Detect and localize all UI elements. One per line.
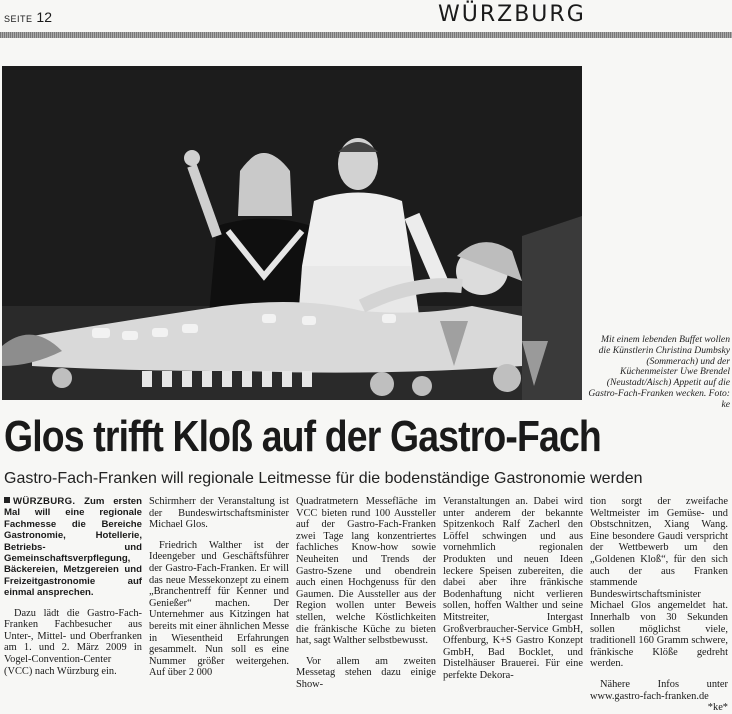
article-headline: Glos trifft Kloß auf der Gastro-Fach — [4, 412, 601, 461]
bullet-square-icon — [4, 497, 10, 503]
article-subhead: Gastro-Fach-Franken will regionale Leitmesse für die bodenständige Gastronomie werden — [4, 470, 643, 487]
paragraph: Vor allem am zweiten Messetag stehen dazu einige Show- — [296, 655, 436, 690]
article-column-3 — [296, 496, 436, 691]
byline: *ke* — [707, 702, 728, 714]
paragraph: Veranstaltungen an. Dabei wird unter anderem der bekannte Spitzenkoch Ralf Zacherl den Löffel schwingen und aus vornehmlich regionalen Produkten und neuen Ideen leckere Speisen zubereiten, die dabei aber ihre fränkische Bodenhaftung nicht verlieren sollen, hoffen Walther und seine Mitstreiter, Intergast Großverbraucher-Service GmbH, Offenburg, K+S Gastro Konzept GmbH, Bad Bocklet, und Distelhäuser Brauerei. Für eine perfekte Dekora- — [443, 496, 583, 681]
paragraph: Quadratmetern Messefläche im VCC bieten rund 100 Aussteller auf der Gastro-Fach-Franken zwei Tage lang konzentriertes fachliches Know-how sowie Neuheiten und Trends der Gastro-Szene und obendrein auch einen Hochgenuss für den Gaumen. Die Aussteller aus der Region wollen unter Beweis stellen, welche Köstlichkeiten die fränkische Küche zu bieten hat, sagt Walther selbstbewusst. — [296, 496, 436, 647]
dateline: WÜRZBURG. — [13, 496, 76, 507]
paragraph: Schirmherr der Veranstaltung ist der Bundeswirtschaftsminister Michael Glos. — [149, 496, 289, 531]
page-header — [0, 0, 732, 36]
paragraph — [590, 679, 728, 714]
photo-buffet-icon — [2, 66, 582, 400]
article-photo — [2, 66, 582, 400]
section-title: WÜRZBURG — [438, 2, 586, 27]
website-link[interactable]: Nähere Infos unter www.gastro-fach-franken.de — [590, 678, 728, 702]
article-lead: WÜRZBURG. Zum ersten Mal will eine regionale Fachmesse die Bereiche Gastronomie, Hotellerie, Betriebs- und Gemeinschaftsverpflegung, Bäckereien, Metzgereien und Freizeitgastronomie auf einmal ansprechen. — [4, 496, 142, 599]
article-column-2 — [149, 496, 289, 679]
article-column-4 — [443, 496, 583, 682]
page-number: SEITE 12 — [4, 9, 52, 25]
paragraph: Dazu lädt die Gastro-Fach-Franken Fachbesucher aus Unter-, Mittel- und Oberfranken am 1. und 2. März 2009 in Vogel-Convention-Center (VCC) nach Würzburg ein. — [4, 607, 142, 677]
header-rule — [0, 32, 732, 38]
article-column-1 — [4, 496, 142, 677]
paragraph: Friedrich Walther ist der Ideengeber und Geschäftsführer der Gastro-Fach-Franken. Er will das neue Messekonzept zu einem „Branchentreff für Kenner und Genießer“ machen. Der Unternehmer aus Kitzingen hat bereits mit einer ähnlichen Messe in Wiesentheid Erfahrungen gesammelt. Nun soll es eine Nummer größer weitergehen. Auf über 2 000 — [149, 539, 289, 679]
photo-caption: Mit einem lebenden Buffet wollen die Künstlerin Christina Dumbsky (Sommerach) und der Küchenmeister Uwe Brendel (Neustadt/Aisch) Appetit auf die Gastro-Fach-Franken wecken. Foto: ke — [588, 334, 730, 410]
article-column-5 — [590, 496, 728, 714]
paragraph: tion sorgt der zweifache Weltmeister im Gemüse- und Obstschnitzen, Xiang Wang. Eine besondere Gaudi verspricht der Wettbewerb um den „Goldenen Kloß“, für den sich auch der aus Franken stammende Bundeswirtschaftsminister Michael Glos angemeldet hat. Innerhalb von 30 Sekunden sollen möglichst viele, traditionell 160 Gramm schwere, fränkische Klöße gedreht werden. — [590, 496, 728, 670]
